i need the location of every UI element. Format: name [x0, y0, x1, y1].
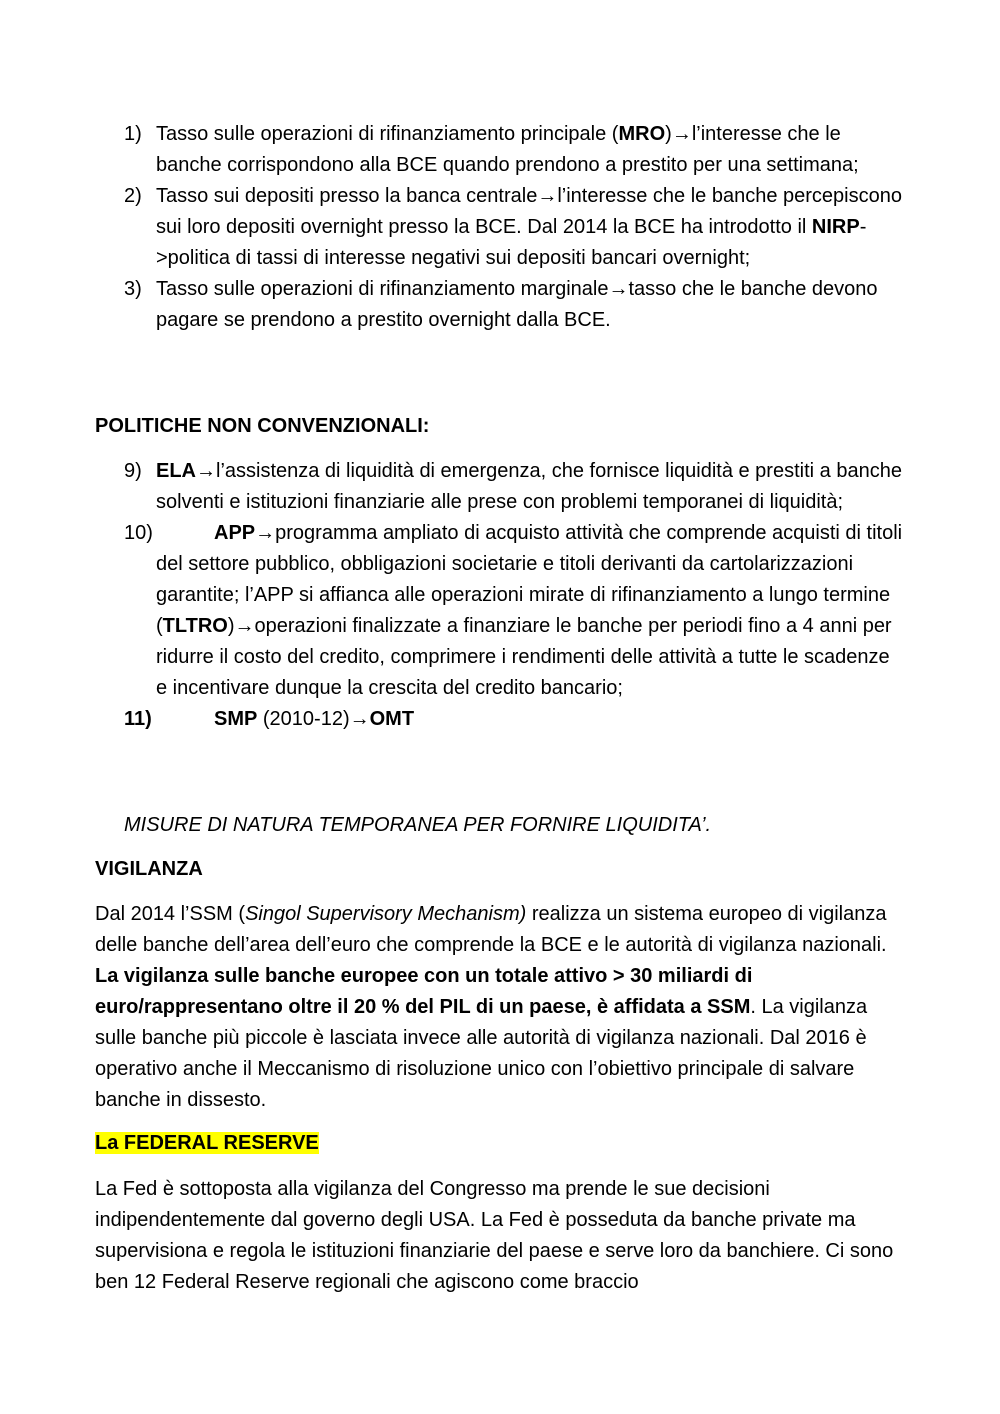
list-number: 9) — [124, 460, 142, 482]
arrow-icon: → — [608, 278, 629, 300]
arrow-icon: → — [349, 708, 370, 730]
arrow-icon: → — [234, 615, 255, 637]
highlighted-heading: La FEDERAL RESERVE — [95, 1132, 319, 1154]
section-heading: VIGILANZA — [95, 858, 203, 880]
list-number: 1) — [124, 123, 142, 145]
list-number: 10) — [124, 522, 153, 544]
list-number: 3) — [124, 278, 142, 300]
note-text: MISURE DI NATURA TEMPORANEA PER FORNIRE LIQUIDITA’. — [124, 814, 712, 836]
list-item: 11) SMP (2010-12)→OMT — [0, 704, 906, 735]
list-item: 9) ELA→l’assistenza di liquidità di emergenza, che fornisce liquidità e prestiti a banche solventi e istituzioni finanziarie alle prese con problemi temporanei di liquidità; — [0, 456, 906, 518]
section-heading: POLITICHE NON CONVENZIONALI: — [95, 415, 430, 437]
list-item: 1) Tasso sulle operazioni di rifinanziamento principale (MRO)→l’interesse che le banche corrispondono alla BCE quando prendono a prestito per una settimana; — [0, 119, 906, 181]
list-number: 2) — [124, 185, 142, 207]
list-item: 3) Tasso sulle operazioni di rifinanziamento marginale→tasso che le banche devono pagare se prendono a prestito overnight dalla BCE. — [0, 274, 906, 336]
fed-paragraph: La Fed è sottoposta alla vigilanza del Congresso ma prende le sue decisioni indipendentemente dal governo degli USA. La Fed è posseduta da banche private ma supervisiona e regola le istituzioni finanziarie del paese e serve loro da banchiere. Ci sono ben 12 Federal Reserve regionali che agiscono come braccio — [95, 1178, 894, 1293]
list-item: 2) Tasso sui depositi presso la banca centrale→l’interesse che le banche percepiscono sui loro depositi overnight presso la BCE. Dal 2014 la BCE ha introdotto il NIRP->politica di tassi di interesse negativi sui depositi bancari overnight; — [0, 181, 906, 274]
non-conventional-list — [0, 456, 1000, 735]
arrow-icon: → — [671, 123, 692, 145]
list-item: 10) APP→programma ampliato di acquisto attività che comprende acquisti di titoli del settore pubblico, obbligazioni societarie e titoli derivanti da cartolarizzazioni garantite; l’APP si affianca alle operazioni mirate di rifinanziamento a lungo termine (TLTRO)→operazioni finalizzate a finanziare le banche per periodi fino a 4 anni per ridurre il costo del credito, comprimere i rendimenti delle attività a tutte le scadenze e incentivare dunque la crescita del credito bancario; — [0, 518, 906, 704]
rates-list — [0, 119, 1000, 336]
arrow-icon: → — [537, 185, 558, 207]
section-heading — [95, 1128, 319, 1159]
vigilanza-paragraph: Dal 2014 l’SSM (Singol Supervisory Mechanism) realizza un sistema europeo di vigilanza delle banche dell’area dell’euro che comprende la BCE e le autorità di vigilanza nazionali. La vigilanza sulle banche europee con un totale attivo > 30 miliardi di euro/rappresentano oltre il 20 % del PIL di un paese, è affidata a SSM. La vigilanza sulle banche più piccole è lasciata invece alle autorità di vigilanza nazionali. Dal 2016 è operativo anche il Meccanismo di risoluzione unico con l’obiettivo principale di salvare banche in dissesto. — [95, 903, 887, 1111]
list-number: 11) — [124, 708, 152, 730]
arrow-icon: → — [255, 522, 276, 544]
arrow-icon: → — [196, 460, 216, 482]
